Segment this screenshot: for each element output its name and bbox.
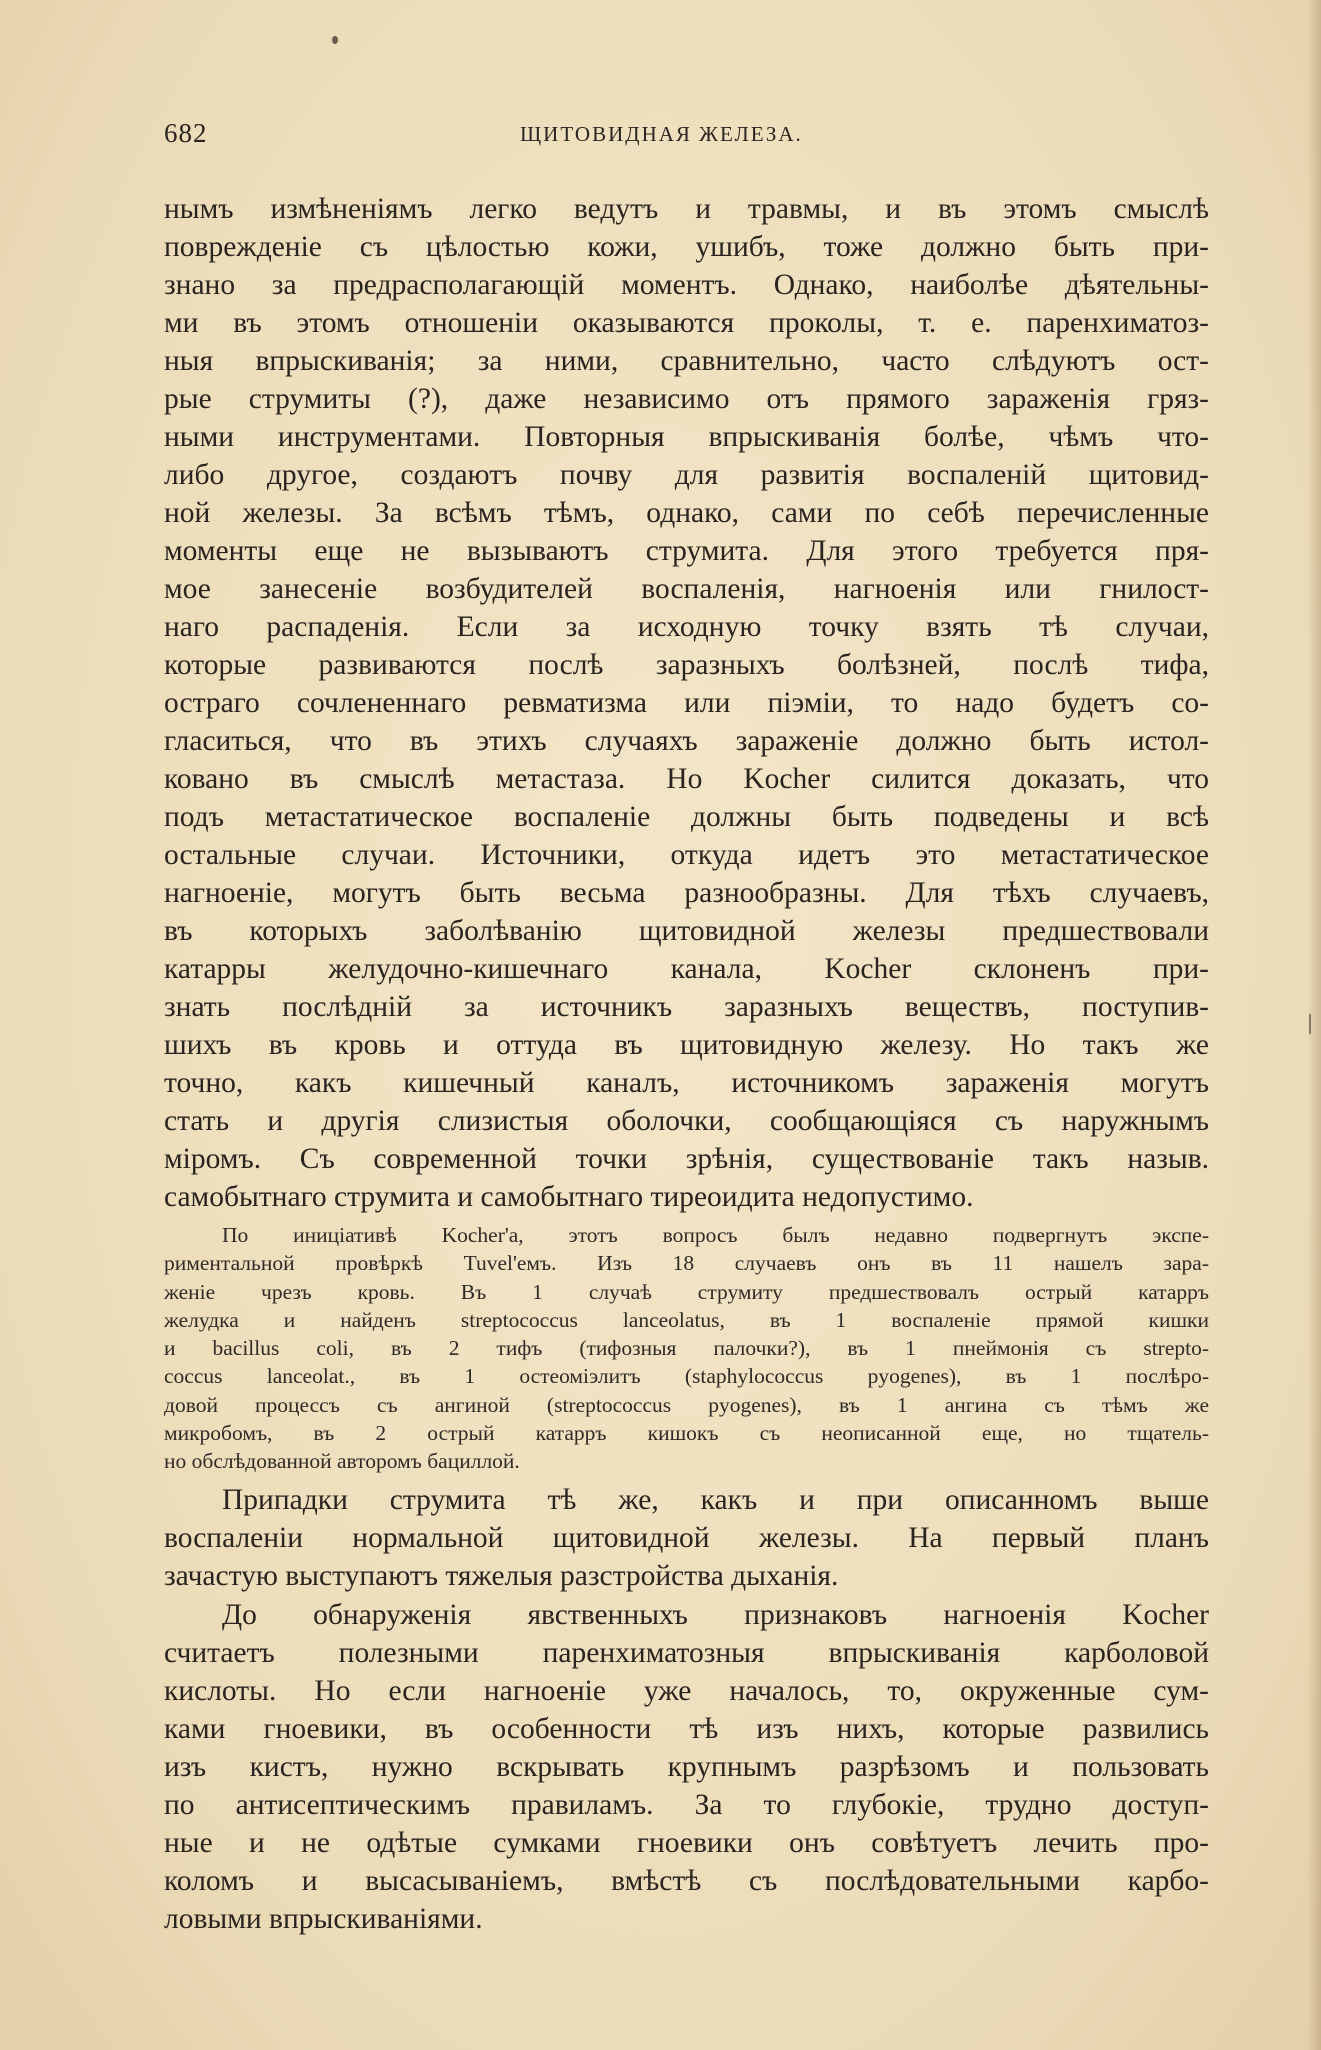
page-header: [164, 118, 1214, 154]
footnote-line: микробомъ, въ 2 острый катарръ кишокъ съ неописанной еще, но тщатель-: [164, 1421, 1209, 1446]
text-line: коломъ и высасываніемъ, вмѣстѣ съ послѣдовательными карбо-: [164, 1865, 1209, 1897]
text-line: ныя впрыскиванія; за ними, сравнительно, часто слѣдуютъ ост-: [164, 345, 1209, 377]
text-line: рые струмиты (?), даже независимо отъ прямого зараженія гряз-: [164, 383, 1209, 415]
footnote-line: По иниціативѣ Kocher'a, этотъ вопросъ былъ недавно подвергнутъ экспе-: [222, 1223, 1209, 1247]
text-line: катарры желудочно-кишечнаго канала, Kocher склоненъ при-: [164, 953, 1209, 985]
running-title: ЩИТОВИДНАЯ ЖЕЛЕЗА.: [520, 122, 803, 146]
text-line: воспаленіи нормальной щитовидной железы. На первый планъ: [164, 1522, 1209, 1554]
text-line: изъ кистъ, нужно вскрывать крупнымъ разрѣзомъ и пользовать: [164, 1751, 1209, 1783]
text-line: міромъ. Съ современной точки зрѣнія, существованіе такъ назыв.: [164, 1143, 1209, 1175]
text-line: поврежденіе съ цѣлостью кожи, ушибъ, тоже должно быть при-: [164, 231, 1209, 263]
paragraph-treatment: [164, 1596, 1209, 1938]
text-line: точно, какъ кишечный каналъ, источникомъ зараженія могутъ: [164, 1067, 1209, 1099]
text-line: которые развиваются послѣ заразныхъ болѣзней, послѣ тифа,: [164, 649, 1209, 681]
footnote: [164, 1221, 1209, 1476]
paragraph-symptoms: [164, 1481, 1209, 1595]
text-line: знано за предрасполагающій моментъ. Однако, наиболѣе дѣятельны-: [164, 269, 1209, 301]
text-line: Припадки струмита тѣ же, какъ и при описанномъ выше: [222, 1484, 1209, 1516]
text-line: ные и не одѣтые сумками гноевики онъ совѣтуетъ лечить про-: [164, 1827, 1209, 1859]
text-line: До обнаруженія явственныхъ признаковъ нагноенія Kocher: [222, 1599, 1209, 1631]
footnote-line: риментальной провѣркѣ Tuvel'емъ. Изъ 18 случаевъ онъ въ 11 нашелъ зара-: [164, 1251, 1209, 1276]
ink-speck: [332, 36, 338, 44]
text-line: ми въ этомъ отношеніи оказываются проколы, т. е. паренхиматоз-: [164, 307, 1209, 339]
text-line: остраго сочлененнаго ревматизма или піэміи, то надо будетъ со-: [164, 687, 1209, 719]
text-line: въ которыхъ заболѣванію щитовидной железы предшествовали: [164, 915, 1209, 947]
text-line: знать послѣдній за источникъ заразныхъ веществъ, поступив-: [164, 991, 1209, 1023]
text-line: шихъ въ кровь и оттуда въ щитовидную железу. Но такъ же: [164, 1029, 1209, 1061]
text-line: моменты еще не вызываютъ струмита. Для этого требуется пря-: [164, 535, 1209, 567]
text-line: ловыми впрыскиваніями.: [164, 1903, 483, 1935]
footnote-line: довой процессъ съ ангиной (streptococcus pyogenes), въ 1 ангина съ тѣмъ же: [164, 1392, 1209, 1417]
text-line: гласиться, что въ этихъ случаяхъ зараженіе должно быть истол-: [164, 725, 1209, 757]
text-line: ками гноевики, въ особенности тѣ изъ нихъ, которые развились: [164, 1713, 1209, 1745]
footnote-line: желудка и найденъ streptococcus lanceolatus, въ 1 воспаленіе прямой кишки: [164, 1307, 1209, 1332]
text-line: кислоты. Но если нагноеніе уже началось, то, окруженные сум-: [164, 1675, 1209, 1707]
text-line: зачастую выступаютъ тяжелыя разстройства дыханія.: [164, 1560, 839, 1592]
text-line: считаетъ полезными паренхиматозныя впрыскиванія карболовой: [164, 1637, 1209, 1669]
text-line: ковано въ смыслѣ метастаза. Но Kocher силится доказать, что: [164, 763, 1209, 795]
text-line: мое занесеніе возбудителей воспаленія, нагноенія или гнилост-: [164, 573, 1209, 605]
footnote-line: и bacillus coli, въ 2 тифъ (тифозныя палочки?), въ 1 пнеймонія съ strepto-: [164, 1336, 1209, 1361]
margin-mark: [1309, 1014, 1311, 1034]
footnote-line: coccus lanceolat., въ 1 остеоміэлитъ (staphylococcus pyogenes), въ 1 послѣро-: [164, 1364, 1209, 1389]
text-line: нагноеніе, могутъ быть весьма разнообразны. Для тѣхъ случаевъ,: [164, 877, 1209, 909]
text-line: остальные случаи. Источники, откуда идетъ это метастатическое: [164, 839, 1209, 871]
text-line: ной железы. За всѣмъ тѣмъ, однако, сами по себѣ перечисленные: [164, 497, 1209, 529]
footnote-line: но обслѣдованной авторомъ бациллой.: [164, 1449, 520, 1474]
page-number: 682: [164, 118, 208, 148]
text-line: либо другое, создаютъ почву для развитія воспаленій щитовид-: [164, 459, 1209, 491]
text-line: стать и другія слизистыя оболочки, сообщающіяся съ наружнымъ: [164, 1105, 1209, 1137]
text-line: наго распаденія. Если за исходную точку взять тѣ случаи,: [164, 611, 1209, 643]
text-line: самобытнаго струмита и самобытнаго тиреоидита недопустимо.: [164, 1181, 974, 1213]
main-paragraph: [164, 190, 1209, 1216]
text-line: ными инструментами. Повторныя впрыскиванія болѣе, чѣмъ что-: [164, 421, 1209, 453]
text-line: нымъ измѣненіямъ легко ведутъ и травмы, и въ этомъ смыслѣ: [164, 193, 1209, 225]
text-line: по антисептическимъ правиламъ. За то глубокіе, трудно доступ-: [164, 1789, 1209, 1821]
footnote-line: женіе чрезъ кровь. Въ 1 случаѣ струмиту предшествовалъ острый катарръ: [164, 1279, 1209, 1304]
text-line: подъ метастатическое воспаленіе должны быть подведены и всѣ: [164, 801, 1209, 833]
